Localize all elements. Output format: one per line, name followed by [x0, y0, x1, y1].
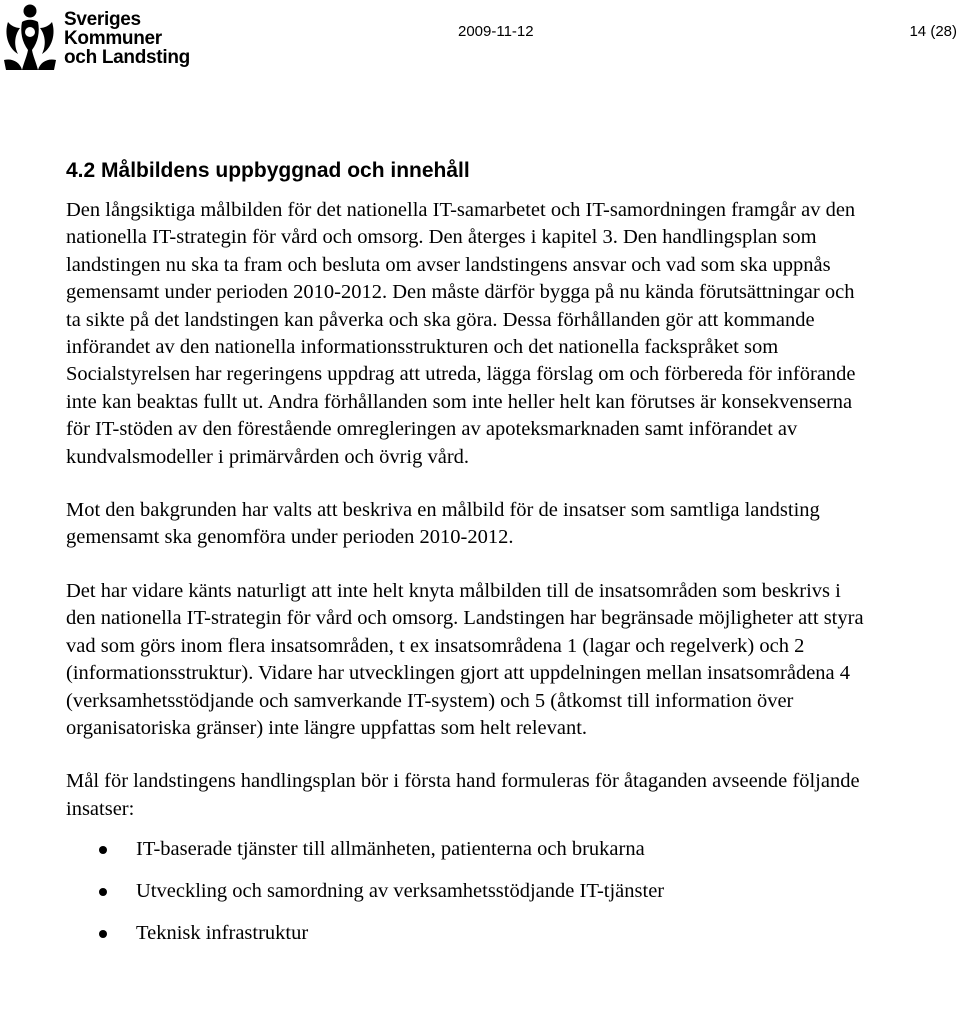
- list-item-text: IT-baserade tjänster till allmänheten, patienterna och brukarna: [136, 838, 645, 861]
- bullet-icon: [99, 846, 107, 854]
- skl-logo: [2, 2, 190, 72]
- page-number: 14 (28): [909, 23, 957, 40]
- paragraph-focus-areas: Det har vidare känts naturligt att inte helt knyta målbilden till de insatsområden som beskrivs i den nationella IT-strategin för vård och omsorg. Landstingen har begränsade möjligheter att styra vad som görs inom flera insatsområden, t ex insatsområdena 1 (lagar och regelverk) och 2 (informationsstruktur). Vidare har utvecklingen gjort att uppdelningen mellan insatsområdena 4 (verksamhetsstödjande och samverkande IT-system) och 5 (åtkomst till information över organisatoriska gränser) inte längre uppfattas som helt relevant.: [66, 579, 864, 739]
- insatser-list: [66, 836, 866, 947]
- logo-line-3: och Landsting: [64, 47, 190, 68]
- list-item-text: Teknisk infrastruktur: [136, 922, 309, 945]
- bullet-icon: [99, 888, 107, 896]
- list-item: [66, 920, 866, 947]
- document-date: 2009-11-12: [458, 23, 534, 40]
- logo-line-2: Kommuner: [64, 28, 162, 49]
- paragraph-goals-intro: Mål för landstingens handlingsplan bör i första hand formuleras för åtaganden avseende följande insatser:: [66, 770, 860, 820]
- skl-logo-icon: [2, 2, 60, 72]
- paragraph-background: Den långsiktiga målbilden för det nationella IT-samarbetet och IT-samordningen framgår av den nationella IT-strategin för vård och omsorg. Den återges i kapitel 3. Den handlingsplan som landstingen nu ska ta fram och besluta om avser landstingens ansvar och vad som ska uppnås gemensamt under perioden 2010-2012. Den måste därför bygga på nu kända förutsättningar och ta sikte på det landstingen kan påverka och ska göra. Dessa förhållanden gör att kommande införandet av den nationella informationsstrukturen och det nationella fackspråket som Socialstyrelsen har regeringens uppdrag att utreda, lägga förslag om och förbereda för införande inte kan beaktas fullt ut. Andra förhållanden som inte heller helt kan förutses är konsekvenserna för IT-stöden av den förestående omregleringen av apoteksmarknaden samt införandet av kundvalsmodeller i primärvården och övrig vård.: [66, 199, 856, 468]
- list-item: [66, 878, 866, 905]
- paragraph-target-picture: Mot den bakgrunden har valts att beskriva en målbild för de insatser som samtliga landsting gemensamt ska genomföra under perioden 2010-2012.: [66, 499, 820, 549]
- document-body: [66, 157, 866, 962]
- logo-wordmark: [64, 10, 190, 67]
- section-heading: 4.2 Målbildens uppbyggnad och innehåll: [66, 159, 470, 182]
- bullet-icon: [99, 930, 107, 938]
- logo-line-1: Sveriges: [64, 9, 141, 30]
- list-item: [66, 836, 866, 863]
- list-item-text: Utveckling och samordning av verksamhetsstödjande IT-tjänster: [136, 880, 665, 903]
- page-header: [0, 0, 960, 80]
